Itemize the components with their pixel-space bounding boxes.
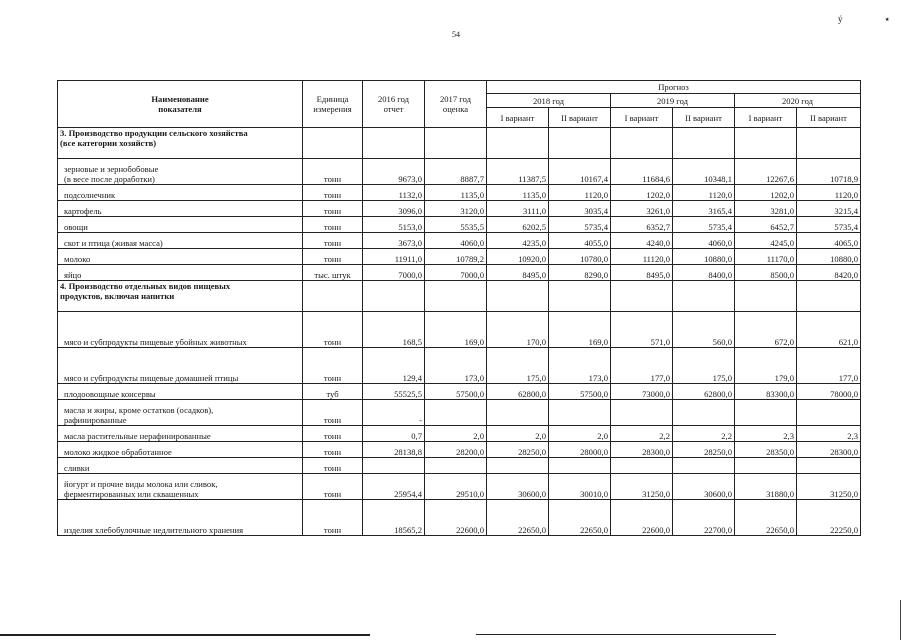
value-cell: 28200,0 (425, 442, 487, 458)
indicator-name: яйцо (58, 265, 303, 281)
value-cell: 1135,0 (425, 185, 487, 201)
value-cell: 28000,0 (549, 442, 611, 458)
value-cell: 30600,0 (673, 474, 735, 500)
value-cell: 1132,0 (363, 185, 425, 201)
value-cell: 28300,0 (797, 442, 861, 458)
value-cell: - (363, 400, 425, 426)
empty-cell (425, 281, 487, 312)
indicator-name: сливки (58, 458, 303, 474)
header-variant: II вариант (549, 108, 611, 128)
value-cell: 560,0 (673, 312, 735, 348)
empty-cell (797, 128, 861, 159)
empty-cell (363, 281, 425, 312)
value-cell: 7000,0 (425, 265, 487, 281)
section-row (58, 128, 861, 159)
value-cell: 4235,0 (487, 233, 549, 249)
value-cell: 3111,0 (487, 201, 549, 217)
empty-cell (735, 281, 797, 312)
value-cell: 83300,0 (735, 384, 797, 400)
value-cell (363, 458, 425, 474)
value-cell: 8420,0 (797, 265, 861, 281)
header-variant: I вариант (487, 108, 549, 128)
bottom-rule-left (0, 634, 370, 636)
value-cell: 3673,0 (363, 233, 425, 249)
value-cell (735, 400, 797, 426)
value-cell: 4055,0 (549, 233, 611, 249)
unit-cell: тыс. штук (303, 265, 363, 281)
unit-cell: тонн (303, 159, 363, 185)
value-cell: 22250,0 (797, 500, 861, 536)
empty-cell (487, 128, 549, 159)
value-cell (611, 458, 673, 474)
indicator-name: масла растительные нерафинированные (58, 426, 303, 442)
value-cell: 6452,7 (735, 217, 797, 233)
value-cell: 28300,0 (611, 442, 673, 458)
value-cell: 4065,0 (797, 233, 861, 249)
value-cell: 57500,0 (549, 384, 611, 400)
header-year-2019: 2019 год (611, 94, 735, 108)
value-cell: 1202,0 (735, 185, 797, 201)
value-cell: 1120,0 (797, 185, 861, 201)
value-cell: 169,0 (549, 312, 611, 348)
value-cell: 5735,4 (797, 217, 861, 233)
table-row (58, 474, 861, 500)
value-cell: 30010,0 (549, 474, 611, 500)
header-variant: II вариант (797, 108, 861, 128)
value-cell: 22650,0 (549, 500, 611, 536)
value-cell: 25954,4 (363, 474, 425, 500)
section-row (58, 281, 861, 312)
header-year-2018: 2018 год (487, 94, 611, 108)
unit-cell: тонн (303, 442, 363, 458)
table-row (58, 233, 861, 249)
value-cell: 10920,0 (487, 249, 549, 265)
table-row (58, 185, 861, 201)
value-cell: 2,0 (549, 426, 611, 442)
value-cell (487, 400, 549, 426)
value-cell: 2,0 (425, 426, 487, 442)
value-cell: 175,0 (673, 348, 735, 384)
table-row (58, 217, 861, 233)
value-cell: 12267,6 (735, 159, 797, 185)
value-cell: 55525,5 (363, 384, 425, 400)
value-cell: 169,0 (425, 312, 487, 348)
section-title: 4. Производство отдельных видов пищевых продуктов, включая напитки (58, 281, 303, 312)
unit-cell: тонн (303, 500, 363, 536)
value-cell: 1202,0 (611, 185, 673, 201)
value-cell: 5735,4 (673, 217, 735, 233)
value-cell (487, 458, 549, 474)
value-cell (673, 458, 735, 474)
indicator-name: изделия хлебобулочные недлительного хранения (58, 500, 303, 536)
value-cell: 0,7 (363, 426, 425, 442)
value-cell (425, 400, 487, 426)
table-row (58, 249, 861, 265)
unit-cell: тонн (303, 201, 363, 217)
indicator-name: скот и птица (живая масса) (58, 233, 303, 249)
page-number: 54 (452, 30, 460, 39)
value-cell: 1120,0 (673, 185, 735, 201)
value-cell: 8400,0 (673, 265, 735, 281)
header-year-2020: 2020 год (735, 94, 861, 108)
table-row (58, 384, 861, 400)
value-cell: 22600,0 (425, 500, 487, 536)
table-row (58, 312, 861, 348)
empty-cell (611, 128, 673, 159)
header-2016: 2016 год отчет (363, 81, 425, 128)
empty-cell (363, 128, 425, 159)
empty-cell (549, 128, 611, 159)
value-cell: 10348,1 (673, 159, 735, 185)
value-cell: 10780,0 (549, 249, 611, 265)
value-cell: 30600,0 (487, 474, 549, 500)
header-unit: Единица измерения (303, 81, 363, 128)
value-cell: 62800,0 (673, 384, 735, 400)
value-cell: 177,0 (611, 348, 673, 384)
indicator-name: йогурт и прочие виды молока или сливок, ферментированных или сквашенных (58, 474, 303, 500)
value-cell: 22650,0 (487, 500, 549, 536)
value-cell: 3165,4 (673, 201, 735, 217)
value-cell: 73000,0 (611, 384, 673, 400)
table-body (58, 128, 861, 536)
value-cell: 6202,5 (487, 217, 549, 233)
table-row (58, 400, 861, 426)
value-cell: 62800,0 (487, 384, 549, 400)
value-cell: 18565,2 (363, 500, 425, 536)
value-cell: 2,3 (797, 426, 861, 442)
indicator-name: мясо и субпродукты пищевые убойных животных (58, 312, 303, 348)
value-cell (735, 458, 797, 474)
value-cell: 10880,0 (673, 249, 735, 265)
value-cell: 5735,4 (549, 217, 611, 233)
empty-cell (673, 128, 735, 159)
empty-cell (303, 128, 363, 159)
value-cell: 173,0 (425, 348, 487, 384)
table-row (58, 426, 861, 442)
value-cell: 3035,4 (549, 201, 611, 217)
unit-cell: тонн (303, 233, 363, 249)
indicator-name: подсолнечник (58, 185, 303, 201)
value-cell: 11387,5 (487, 159, 549, 185)
table-row (58, 201, 861, 217)
indicator-name: плодоовощные консервы (58, 384, 303, 400)
value-cell: 168,5 (363, 312, 425, 348)
value-cell: 571,0 (611, 312, 673, 348)
value-cell: 1120,0 (549, 185, 611, 201)
bottom-rule-right (476, 634, 776, 635)
value-cell: 28250,0 (487, 442, 549, 458)
value-cell: 179,0 (735, 348, 797, 384)
value-cell: 4060,0 (425, 233, 487, 249)
value-cell: 8495,0 (487, 265, 549, 281)
value-cell: 10167,4 (549, 159, 611, 185)
value-cell: 5535,5 (425, 217, 487, 233)
value-cell (797, 400, 861, 426)
indicator-name: зерновые и зернобобовые (в весе после доработки) (58, 159, 303, 185)
value-cell (425, 458, 487, 474)
table-row (58, 265, 861, 281)
unit-cell: тонн (303, 249, 363, 265)
value-cell: 11684,6 (611, 159, 673, 185)
header-variant: I вариант (611, 108, 673, 128)
value-cell: 2,2 (673, 426, 735, 442)
table-row (58, 458, 861, 474)
value-cell: 31250,0 (611, 474, 673, 500)
value-cell: 3096,0 (363, 201, 425, 217)
value-cell: 173,0 (549, 348, 611, 384)
value-cell: 10718,9 (797, 159, 861, 185)
value-cell: 11120,0 (611, 249, 673, 265)
value-cell: 8887,7 (425, 159, 487, 185)
value-cell: 28350,0 (735, 442, 797, 458)
forecast-table (57, 80, 861, 536)
indicator-name: картофель (58, 201, 303, 217)
section-title: 3. Производство продукции сельского хозяйства (все категории хозяйств) (58, 128, 303, 159)
value-cell: 10789,2 (425, 249, 487, 265)
indicator-name: молоко (58, 249, 303, 265)
indicator-name: масла и жиры, кроме остатков (осадков), рафинированные (58, 400, 303, 426)
empty-cell (611, 281, 673, 312)
value-cell: 9673,0 (363, 159, 425, 185)
table-row (58, 500, 861, 536)
value-cell: 170,0 (487, 312, 549, 348)
value-cell: 6352,7 (611, 217, 673, 233)
value-cell: 1135,0 (487, 185, 549, 201)
value-cell: 22650,0 (735, 500, 797, 536)
value-cell: 11170,0 (735, 249, 797, 265)
value-cell: 129,4 (363, 348, 425, 384)
margin-mark (900, 600, 901, 640)
unit-cell: тонн (303, 348, 363, 384)
header-2017: 2017 год оценка (425, 81, 487, 128)
value-cell: 78000,0 (797, 384, 861, 400)
value-cell: 3261,0 (611, 201, 673, 217)
value-cell: 3120,0 (425, 201, 487, 217)
value-cell: 29510,0 (425, 474, 487, 500)
header-variant: II вариант (673, 108, 735, 128)
unit-cell: тонн (303, 312, 363, 348)
value-cell: 4240,0 (611, 233, 673, 249)
value-cell: 8290,0 (549, 265, 611, 281)
value-cell (549, 458, 611, 474)
empty-cell (303, 281, 363, 312)
value-cell: 3281,0 (735, 201, 797, 217)
value-cell: 175,0 (487, 348, 549, 384)
indicator-name: овощи (58, 217, 303, 233)
unit-cell: тонн (303, 474, 363, 500)
table-row (58, 442, 861, 458)
value-cell (611, 400, 673, 426)
empty-cell (735, 128, 797, 159)
value-cell: 57500,0 (425, 384, 487, 400)
empty-cell (549, 281, 611, 312)
value-cell: 10880,0 (797, 249, 861, 265)
value-cell: 8495,0 (611, 265, 673, 281)
value-cell: 11911,0 (363, 249, 425, 265)
empty-cell (797, 281, 861, 312)
value-cell: 31250,0 (797, 474, 861, 500)
indicator-name: мясо и субпродукты пищевые домашней птицы (58, 348, 303, 384)
unit-cell: тонн (303, 400, 363, 426)
header-variant: I вариант (735, 108, 797, 128)
value-cell: 177,0 (797, 348, 861, 384)
unit-cell: тонн (303, 458, 363, 474)
value-cell: 5153,0 (363, 217, 425, 233)
empty-cell (487, 281, 549, 312)
empty-cell (673, 281, 735, 312)
value-cell (797, 458, 861, 474)
value-cell: 22600,0 (611, 500, 673, 536)
value-cell: 621,0 (797, 312, 861, 348)
value-cell: 2,0 (487, 426, 549, 442)
value-cell: 8500,0 (735, 265, 797, 281)
header-name: Наименование показателя (58, 81, 303, 128)
corner-marks: ý ٭ (838, 14, 890, 24)
value-cell: 672,0 (735, 312, 797, 348)
value-cell: 2,2 (611, 426, 673, 442)
unit-cell: тонн (303, 217, 363, 233)
value-cell: 3215,4 (797, 201, 861, 217)
value-cell: 4245,0 (735, 233, 797, 249)
indicator-name: молоко жидкое обработанное (58, 442, 303, 458)
unit-cell: тонн (303, 185, 363, 201)
unit-cell: тонн (303, 426, 363, 442)
value-cell: 7000,0 (363, 265, 425, 281)
header-forecast: Прогноз (487, 81, 861, 94)
empty-cell (425, 128, 487, 159)
value-cell: 22700,0 (673, 500, 735, 536)
table-row (58, 159, 861, 185)
unit-cell: туб (303, 384, 363, 400)
value-cell: 28138,8 (363, 442, 425, 458)
table-row (58, 348, 861, 384)
value-cell: 4060,0 (673, 233, 735, 249)
value-cell (549, 400, 611, 426)
value-cell: 2,3 (735, 426, 797, 442)
value-cell: 31880,0 (735, 474, 797, 500)
value-cell (673, 400, 735, 426)
value-cell: 28250,0 (673, 442, 735, 458)
